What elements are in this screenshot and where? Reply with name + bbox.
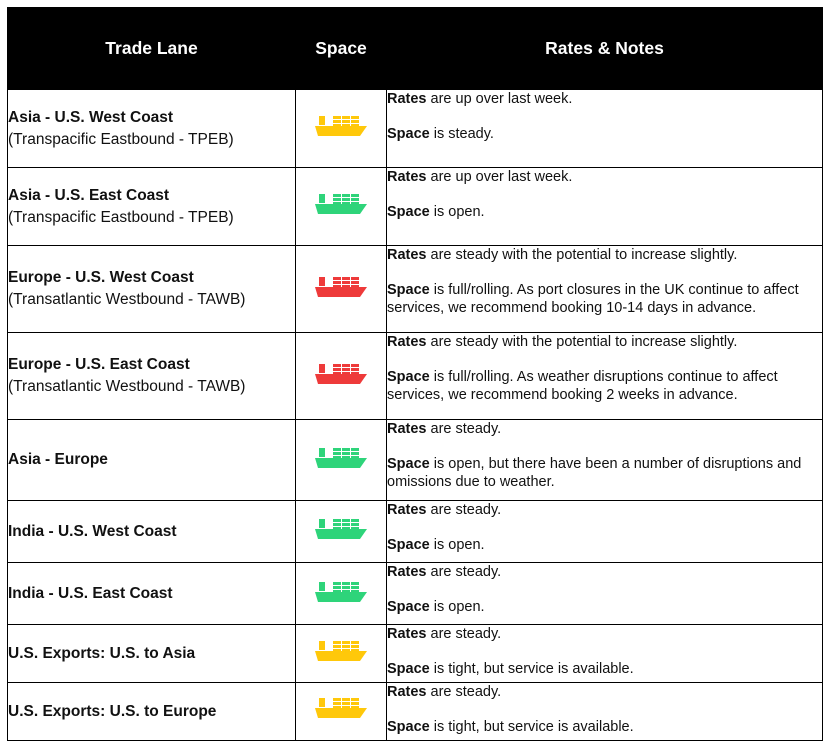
space-cell xyxy=(296,168,387,246)
header-space: Space xyxy=(296,8,387,90)
space-text: is open. xyxy=(429,599,485,615)
rates-text: are steady. xyxy=(426,421,502,437)
rates-text: are up over last week. xyxy=(426,169,573,185)
lane-subtitle: (Transatlantic Westbound - TAWB) xyxy=(8,291,246,308)
table-row xyxy=(8,168,823,246)
cargo-ship-icon xyxy=(314,445,368,471)
lane-name: Europe - U.S. East Coast xyxy=(8,356,190,373)
space-label: Space xyxy=(387,369,430,385)
lane-cell xyxy=(8,168,296,246)
lane-name: Asia - Europe xyxy=(8,451,108,468)
table-row xyxy=(8,90,823,168)
rates-text: are steady. xyxy=(426,626,502,642)
rates-text: are steady. xyxy=(426,502,502,518)
header-rates-notes: Rates & Notes xyxy=(387,8,823,90)
rates-label: Rates xyxy=(387,169,427,185)
table-row xyxy=(8,420,823,501)
cargo-ship-icon xyxy=(314,638,368,664)
lane-name: Asia - U.S. West Coast xyxy=(8,108,174,126)
table-row xyxy=(8,501,823,563)
lane-cell xyxy=(8,625,296,683)
rates-label: Rates xyxy=(387,421,427,437)
space-label: Space xyxy=(387,456,430,472)
space-text: is tight, but service is available. xyxy=(429,661,634,677)
cargo-ship-icon xyxy=(314,191,368,217)
lane-cell xyxy=(8,420,296,501)
space-text: is tight, but service is available. xyxy=(429,719,634,735)
lane-name: U.S. Exports: U.S. to Europe xyxy=(8,702,217,720)
notes-cell xyxy=(387,333,823,420)
lane-cell xyxy=(8,246,296,333)
space-label: Space xyxy=(387,719,430,735)
lane-subtitle: (Transatlantic Westbound - TAWB) xyxy=(8,378,246,395)
table-row xyxy=(8,563,823,625)
rates-text: are steady. xyxy=(426,564,502,580)
notes-cell xyxy=(387,683,823,741)
space-label: Space xyxy=(387,537,430,553)
lane-name: Europe - U.S. West Coast xyxy=(8,269,194,286)
table-row xyxy=(8,333,823,420)
space-label: Space xyxy=(387,599,430,615)
space-label: Space xyxy=(387,282,430,298)
lane-subtitle: (Transpacific Eastbound - TPEB) xyxy=(8,130,234,148)
space-label: Space xyxy=(387,126,430,142)
lane-subtitle: (Transpacific Eastbound - TPEB) xyxy=(8,208,234,226)
space-text: is open, but there have been a number of disruptions and omissions due to weather. xyxy=(387,456,802,490)
notes-cell xyxy=(387,563,823,625)
space-text: is steady. xyxy=(429,126,494,142)
space-cell xyxy=(296,563,387,625)
space-cell xyxy=(296,683,387,741)
space-label: Space xyxy=(387,661,430,677)
table-header-row xyxy=(8,8,823,90)
cargo-ship-icon xyxy=(314,695,368,721)
lane-name: U.S. Exports: U.S. to Asia xyxy=(8,644,196,662)
lane-name: Asia - U.S. East Coast xyxy=(8,186,170,204)
space-cell xyxy=(296,625,387,683)
cargo-ship-icon xyxy=(314,361,368,387)
space-text: is full/rolling. As port closures in the UK continue to affect services, we recommend booking 10-14 days in advance. xyxy=(387,282,799,316)
rates-label: Rates xyxy=(387,334,427,350)
rates-text: are steady. xyxy=(426,684,502,700)
space-cell xyxy=(296,333,387,420)
space-cell xyxy=(296,246,387,333)
lane-cell xyxy=(8,563,296,625)
rates-text: are steady with the potential to increase slightly. xyxy=(426,334,738,350)
rates-text: are steady with the potential to increase slightly. xyxy=(426,247,738,263)
space-text: is open. xyxy=(429,537,485,553)
space-cell xyxy=(296,420,387,501)
notes-cell xyxy=(387,420,823,501)
lane-cell xyxy=(8,90,296,168)
lane-cell xyxy=(8,683,296,741)
rates-label: Rates xyxy=(387,626,427,642)
notes-cell xyxy=(387,625,823,683)
notes-cell xyxy=(387,501,823,563)
rates-text: are up over last week. xyxy=(426,91,573,107)
space-text: is full/rolling. As weather disruptions continue to affect services, we recommend booking 2 weeks in advance. xyxy=(387,369,778,403)
trade-lane-table xyxy=(7,7,823,741)
space-label: Space xyxy=(387,204,430,220)
cargo-ship-icon xyxy=(314,516,368,542)
rates-label: Rates xyxy=(387,684,427,700)
notes-cell xyxy=(387,90,823,168)
cargo-ship-icon xyxy=(314,579,368,605)
rates-label: Rates xyxy=(387,564,427,580)
table-row xyxy=(8,246,823,333)
lane-name: India - U.S. East Coast xyxy=(8,584,173,602)
lane-cell xyxy=(8,501,296,563)
notes-cell xyxy=(387,246,823,333)
cargo-ship-icon xyxy=(314,113,368,139)
space-cell xyxy=(296,501,387,563)
rates-label: Rates xyxy=(387,91,427,107)
lane-name: India - U.S. West Coast xyxy=(8,522,177,540)
table-row xyxy=(8,683,823,741)
space-cell xyxy=(296,90,387,168)
table-row xyxy=(8,625,823,683)
space-text: is open. xyxy=(429,204,485,220)
rates-label: Rates xyxy=(387,247,427,263)
notes-cell xyxy=(387,168,823,246)
rates-label: Rates xyxy=(387,502,427,518)
cargo-ship-icon xyxy=(314,274,368,300)
lane-cell xyxy=(8,333,296,420)
header-trade-lane: Trade Lane xyxy=(8,8,296,90)
